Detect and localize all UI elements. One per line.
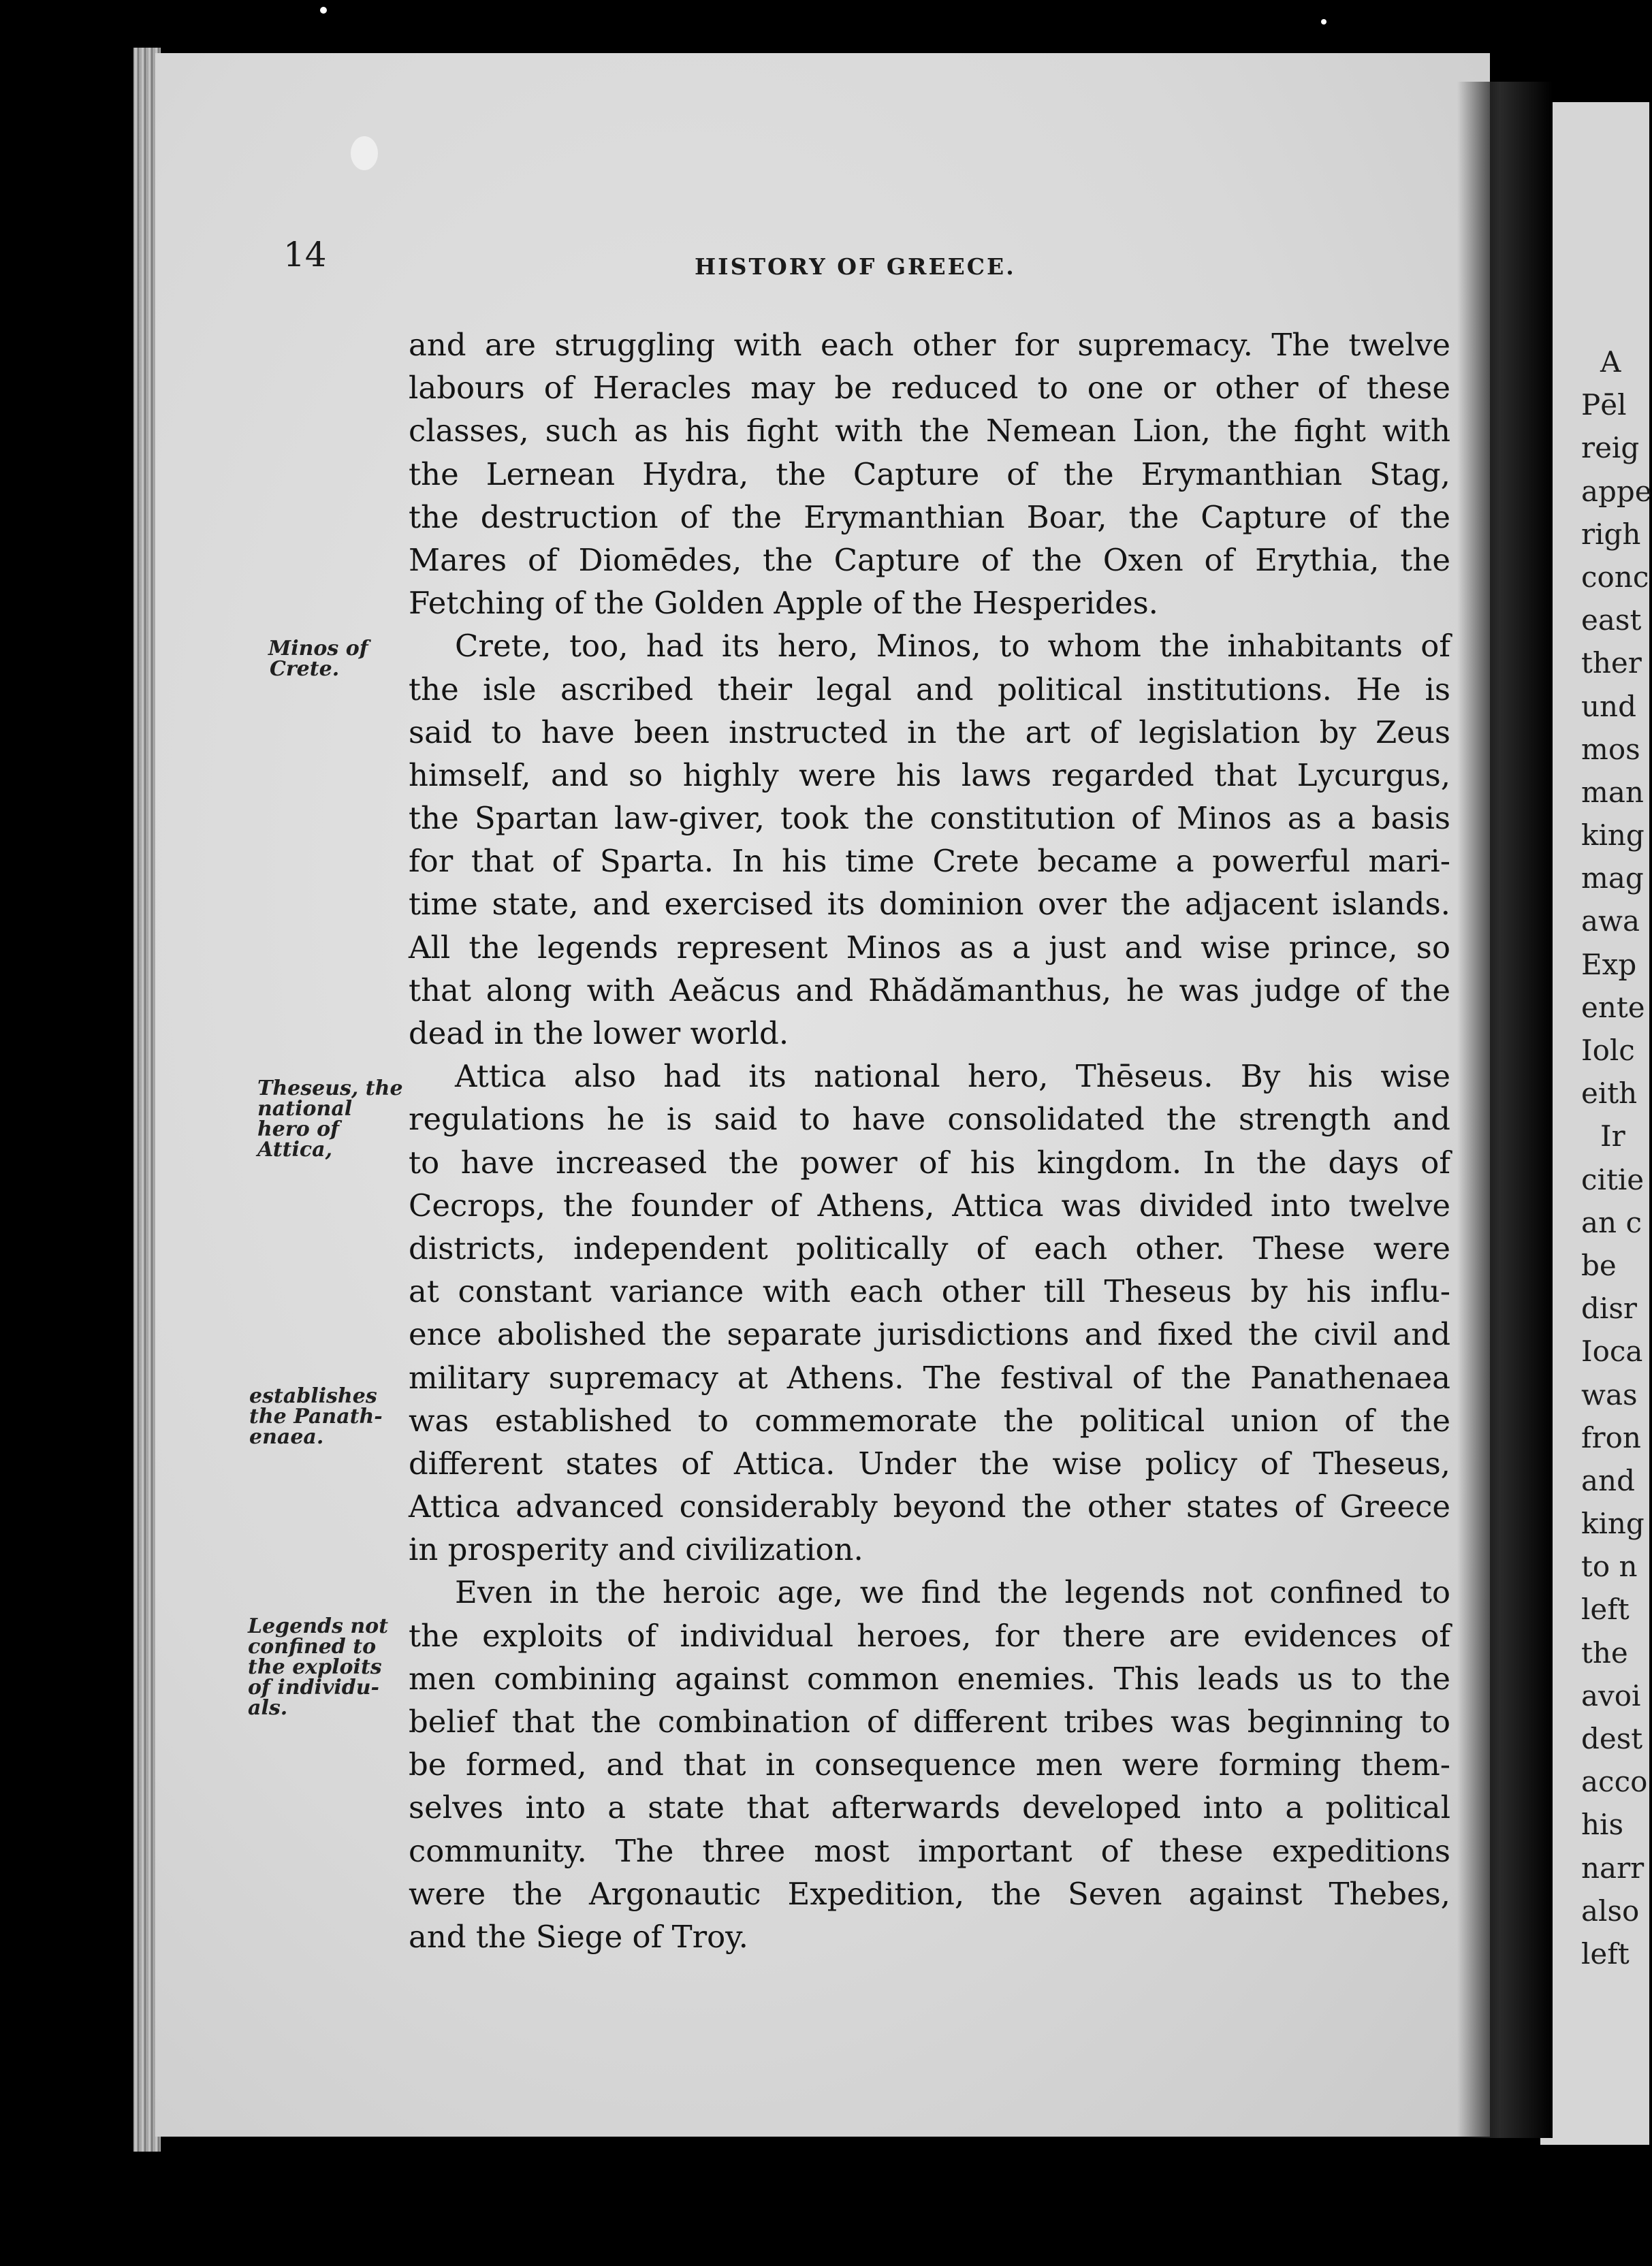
adjacent-line: mos <box>1581 732 1640 766</box>
body-text <box>409 323 1450 1958</box>
adjacent-line: appe <box>1581 474 1652 508</box>
sidenote-line: Minos of <box>268 637 368 660</box>
adjacent-line: narr <box>1581 1851 1645 1885</box>
adjacent-line: acco <box>1581 1765 1648 1799</box>
adjacent-line: A <box>1600 345 1621 379</box>
text-line: for that of Sparta. In his time Crete became a powerful mari- <box>409 843 1450 880</box>
adjacent-line: and <box>1581 1463 1635 1497</box>
adjacent-line: king <box>1581 1507 1645 1541</box>
text-line: military supremacy at Athens. The festival of the Panathenaea <box>409 1359 1450 1396</box>
adjacent-line: fron <box>1581 1420 1641 1454</box>
scan-speck <box>351 136 378 170</box>
adjacent-line: ther <box>1581 646 1642 680</box>
text-line: belief that the combination of different tribes was beginning to <box>409 1704 1450 1740</box>
text-line: at constant variance with each other till Theseus by his influ- <box>409 1273 1450 1310</box>
text-line: different states of Attica. Under the wise policy of Theseus, <box>409 1445 1450 1482</box>
sidenote-line: enaea. <box>249 1425 324 1449</box>
text-line: classes, such as his fight with the Nemean Lion, the fight with <box>409 413 1450 449</box>
adjacent-line: reig <box>1581 431 1640 465</box>
paragraph-heracles <box>409 323 1450 624</box>
text-line: dead in the lower world. <box>409 1015 789 1051</box>
paragraph-theseus <box>409 1055 1450 1571</box>
scan-speck <box>1321 19 1327 25</box>
adjacent-line: left <box>1581 1936 1630 1970</box>
text-line: himself, and so highly were his laws regarded that Lycurgus, <box>409 756 1450 793</box>
adjacent-line: Ir <box>1600 1119 1625 1153</box>
adjacent-line: man <box>1581 775 1644 809</box>
text-line: was established to commemorate the political union of the <box>409 1402 1450 1439</box>
gutter-shadow <box>1457 82 1553 2138</box>
text-line: be formed, and that in consequence men were forming them- <box>409 1746 1450 1783</box>
adjacent-page-text <box>1581 340 1652 1975</box>
sidenote-theseus <box>257 1076 403 1162</box>
text-line: in prosperity and civilization. <box>409 1531 863 1568</box>
sidenote-line: als. <box>248 1696 288 1720</box>
adjacent-line: left <box>1581 1593 1630 1627</box>
sidenote-line: Legends not <box>248 1614 389 1638</box>
adjacent-line: east <box>1581 603 1642 637</box>
paragraph-minos <box>409 624 1450 1055</box>
adjacent-line: disr <box>1581 1292 1637 1326</box>
text-line: that along with Aeăcus and Rhădămanthus, he was judge of the <box>409 972 1450 1008</box>
adjacent-line: also <box>1581 1894 1640 1928</box>
text-line: to have increased the power of his kingdom. In the days of <box>409 1144 1450 1181</box>
text-line: Even in the heroic age, we find the legends not confined to <box>455 1574 1450 1611</box>
text-line: districts, independent politically of each other. These were <box>409 1230 1450 1266</box>
sidenote-line: national <box>257 1097 353 1121</box>
adjacent-line: citie <box>1581 1162 1645 1196</box>
adjacent-line: Ioca <box>1581 1335 1643 1369</box>
adjacent-line: Iolc <box>1581 1034 1635 1067</box>
adjacent-line: be <box>1581 1248 1617 1282</box>
sidenote-panathenaea <box>249 1386 383 1448</box>
text-line: community. The three most important of these expeditions <box>409 1832 1450 1869</box>
text-line: men combining against common enemies. This leads us to the <box>409 1660 1450 1697</box>
scan-speck <box>320 7 327 14</box>
adjacent-line: avoi <box>1581 1678 1641 1712</box>
sidenote-line: the exploits <box>248 1655 382 1679</box>
sidenote-legends <box>248 1616 388 1719</box>
adjacent-line: Exp <box>1581 947 1637 981</box>
adjacent-line: conc <box>1581 560 1649 594</box>
text-line: ence abolished the separate jurisdictions and fixed the civil and <box>409 1316 1450 1353</box>
text-line: regulations he is said to have consolidated the strength and <box>409 1101 1450 1138</box>
text-line: Mares of Diomēdes, the Capture of the Oxen of Erythia, the <box>409 541 1450 578</box>
text-line: selves into a state that afterwards developed into a political <box>409 1789 1450 1826</box>
adjacent-line: an c <box>1581 1205 1642 1239</box>
sidenote-line: Attica, <box>257 1138 333 1162</box>
text-line: the Spartan law-giver, took the constitution of Minos as a basis <box>409 800 1450 837</box>
text-line: Attica advanced considerably beyond the other states of Greece <box>409 1488 1450 1525</box>
sidenote-line: establishes <box>249 1384 377 1408</box>
adjacent-line: eith <box>1581 1076 1638 1111</box>
adjacent-line: mag <box>1581 861 1644 895</box>
paragraph-legends <box>409 1571 1450 1958</box>
adjacent-line: his <box>1581 1808 1624 1842</box>
running-title: HISTORY OF GREECE. <box>695 253 1016 280</box>
adjacent-line: was <box>1581 1377 1638 1411</box>
text-line: the isle ascribed their legal and political institutions. He is <box>409 671 1450 707</box>
text-line: Cecrops, the founder of Athens, Attica was divided into twelve <box>409 1187 1450 1224</box>
text-line: Crete, too, had its hero, Minos, to whom the inhabitants of <box>455 628 1450 665</box>
adjacent-line: awa <box>1581 904 1640 938</box>
text-line: said to have been instructed in the art of legislation by Zeus <box>409 714 1450 750</box>
sidenote-line: of individu- <box>248 1676 380 1700</box>
adjacent-line: Pēl <box>1581 388 1627 422</box>
text-line: the exploits of individual heroes, for there are evidences of <box>409 1617 1450 1654</box>
adjacent-line: king <box>1581 818 1645 852</box>
adjacent-line: und <box>1581 689 1636 723</box>
page-number: 14 <box>283 235 327 274</box>
text-line: the Lernean Hydra, the Capture of the Erymanthian Stag, <box>409 456 1450 492</box>
text-line: and the Siege of Troy. <box>409 1918 748 1955</box>
sidenote-line: Crete. <box>270 657 340 681</box>
adjacent-line: ente <box>1581 990 1645 1024</box>
sidenote-minos <box>268 639 368 680</box>
text-line: Attica also had its national hero, Thēseus. By his wise <box>455 1058 1450 1095</box>
text-line: were the Argonautic Expedition, the Seven against Thebes, <box>409 1875 1450 1912</box>
adjacent-line: righ <box>1581 517 1641 551</box>
adjacent-line: to n <box>1581 1550 1638 1584</box>
text-line: All the legends represent Minos as a just and wise prince, so <box>409 929 1450 966</box>
adjacent-line: dest <box>1581 1722 1643 1755</box>
text-line: labours of Heracles may be reduced to one or other of these <box>409 370 1450 406</box>
text-line: Fetching of the Golden Apple of the Hesperides. <box>409 585 1158 622</box>
text-line: the destruction of the Erymanthian Boar, the Capture of the <box>409 498 1450 535</box>
sidenote-line: confined to <box>248 1635 377 1659</box>
text-line: and are struggling with each other for supremacy. The twelve <box>409 327 1450 363</box>
adjacent-line: the <box>1581 1635 1628 1670</box>
sidenote-line: hero of <box>257 1117 340 1141</box>
sidenote-line: Theseus, the <box>257 1076 403 1100</box>
sidenote-line: the Panath- <box>249 1405 383 1429</box>
text-line: time state, and exercised its dominion over the adjacent islands. <box>409 886 1450 923</box>
